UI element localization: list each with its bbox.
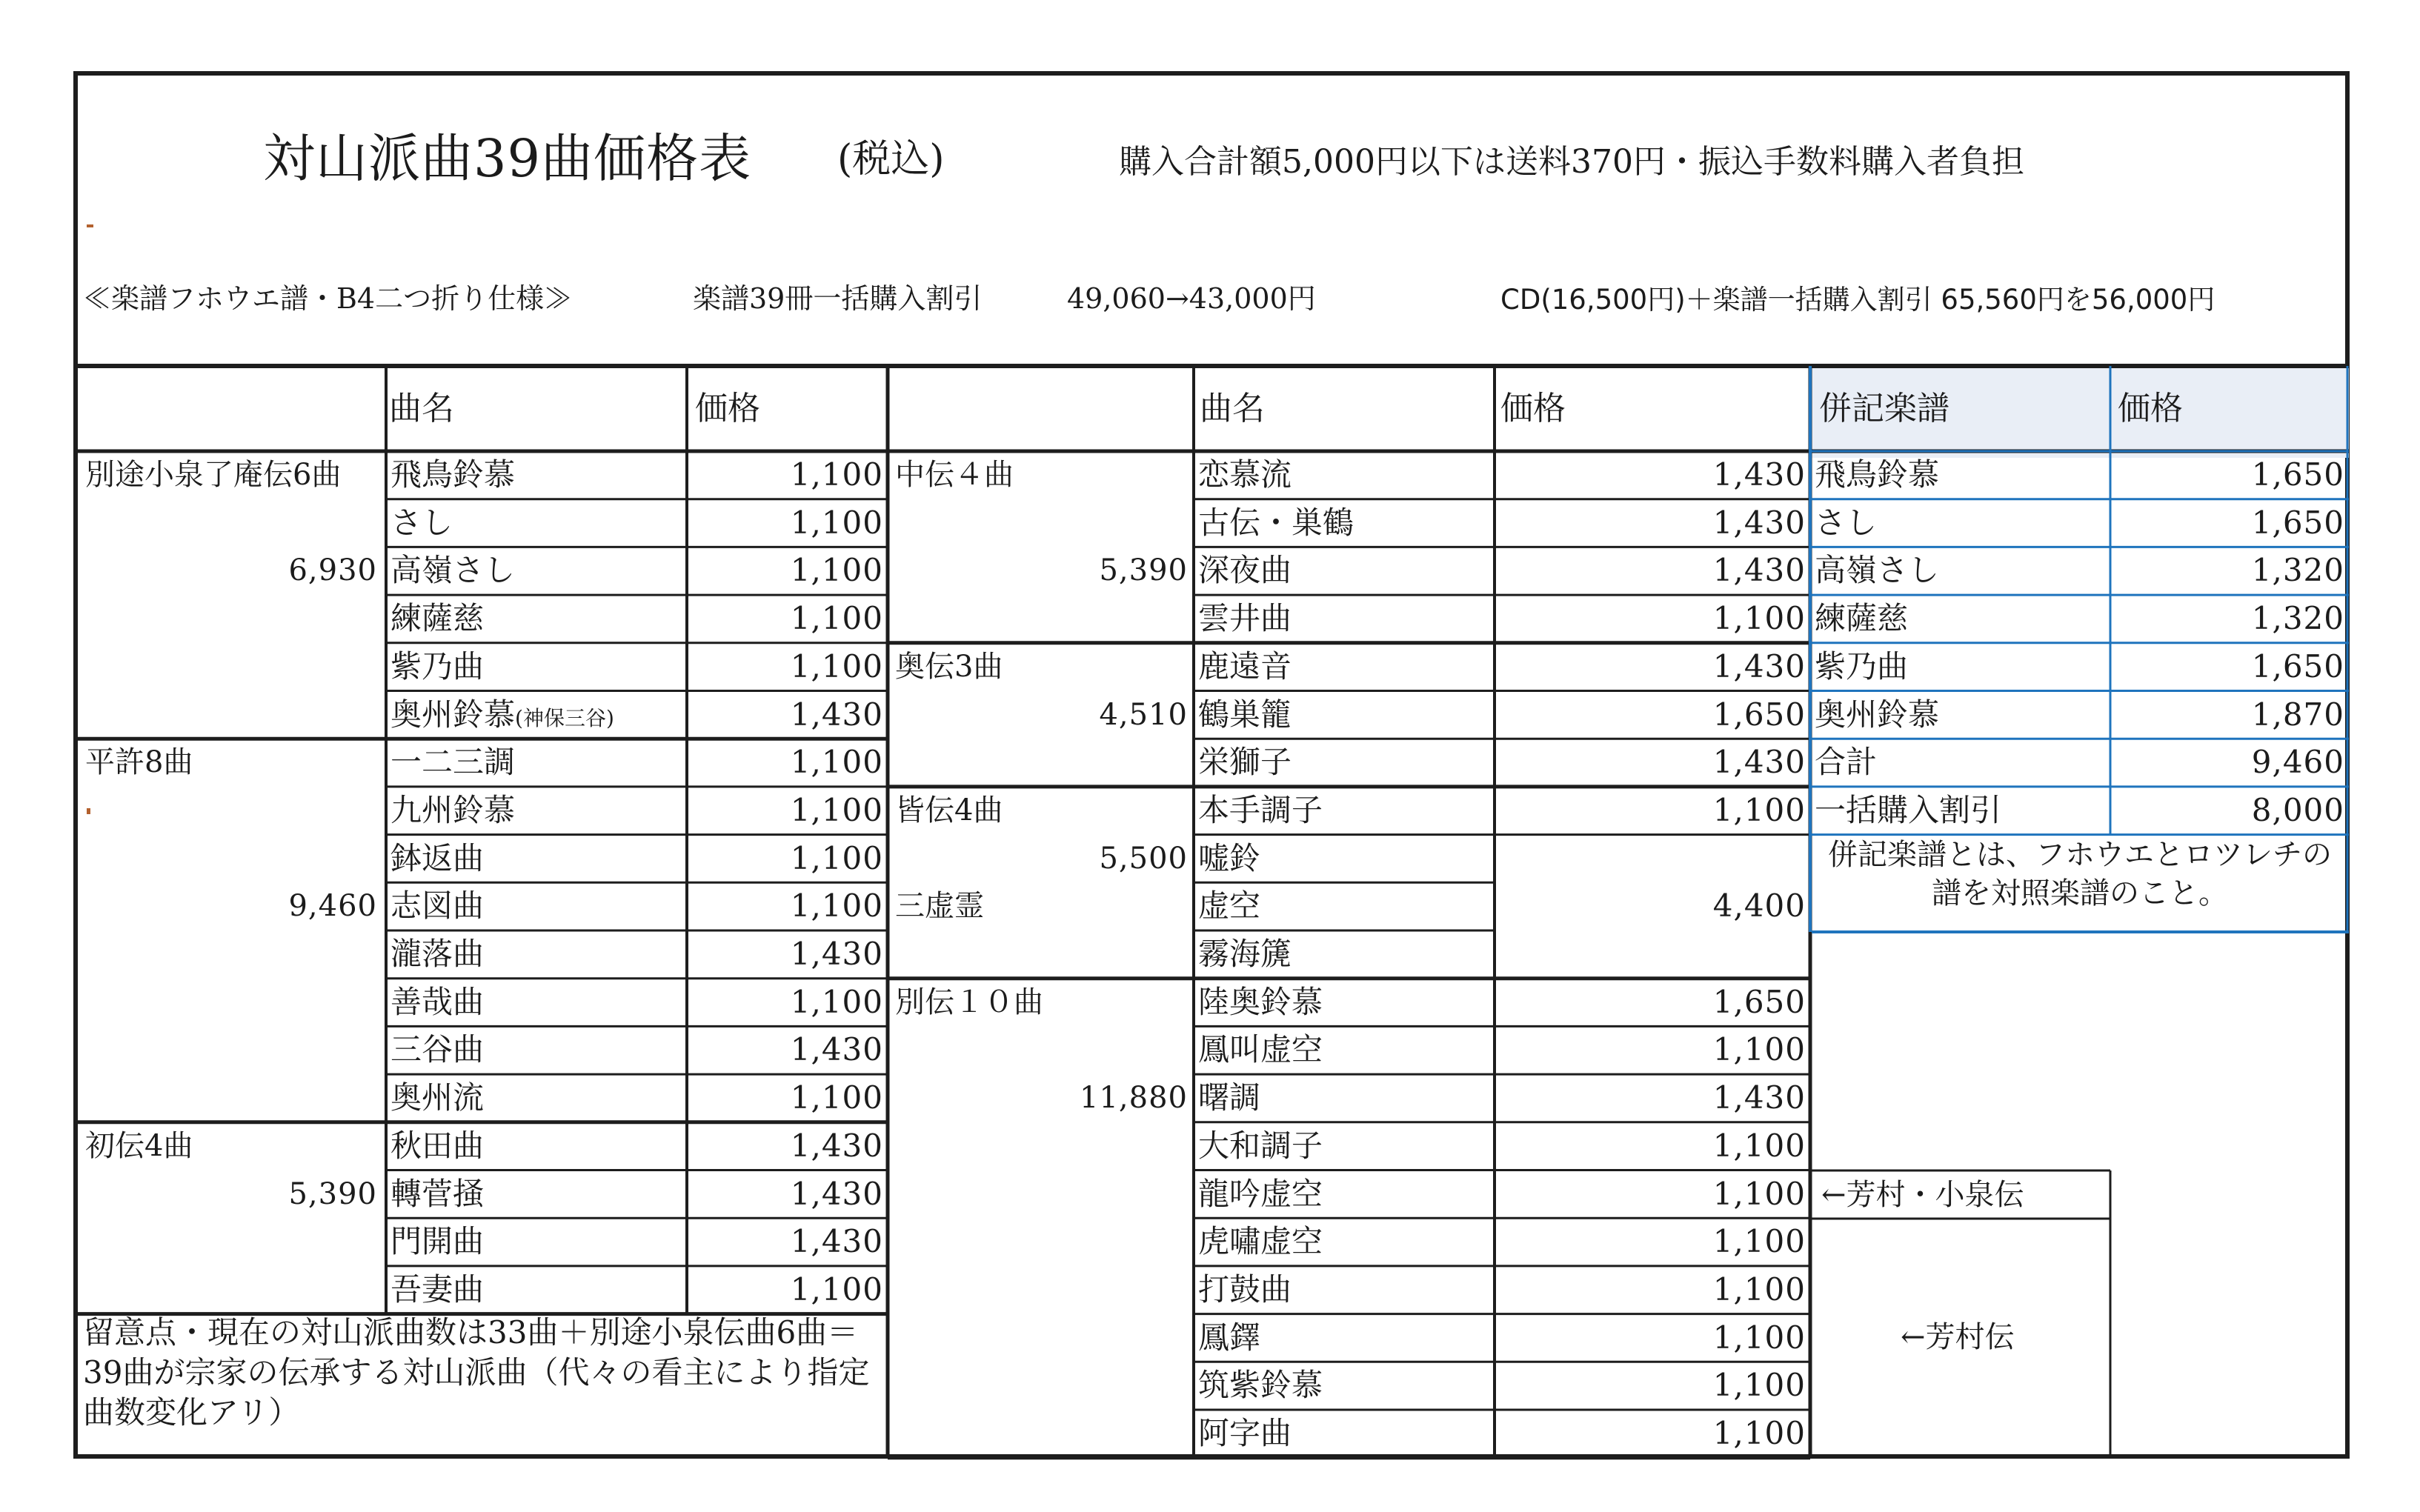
song-price: 1,100 [1712,1270,1806,1308]
song-price: 1,100 [790,839,883,876]
song-name: 栄獅子 [1198,744,1292,781]
combined-name: 一括購入割引 [1815,791,2002,828]
combined-name: 合計 [1815,744,1878,781]
bulk-discount-label: 楽譜39冊一括購入割引 [693,282,983,315]
song-name: 轉菅掻 [390,1175,485,1212]
header-song-left: 曲名 [389,390,454,427]
song-name: 曙調 [1198,1079,1261,1116]
combined-name: 練薩慈 [1815,600,1909,637]
group-total: 5,390 [288,1176,377,1211]
song-name: 志図曲 [390,887,485,925]
song-name: 瀧落曲 [390,936,485,972]
song-note: (神保三谷) [515,705,614,730]
song-price: 1,430 [1712,456,1806,493]
song-name: 秋田曲 [390,1127,485,1164]
song-price: 1,430 [1712,744,1806,781]
song-price: 1,100 [1712,1319,1806,1356]
bulk-discount-price: 49,060→43,000円 [1067,282,1316,315]
combined-name: 紫乃曲 [1815,647,1909,685]
song-price: 1,100 [790,791,883,828]
song-name: 深夜曲 [1198,552,1292,589]
song-price: 1,100 [1712,1367,1806,1404]
subgroup-total: 4,400 [1712,887,1806,925]
song-price: 1,100 [790,887,883,925]
group-label: 奥伝3曲 [895,649,1003,684]
song-price: 1,430 [790,1031,883,1068]
song-price: 1,100 [1712,1127,1806,1164]
song-name: さし [390,504,453,541]
combined-price: 1,320 [2251,600,2344,637]
song-name: 練薩慈 [390,600,485,637]
song-price: 1,430 [790,1175,883,1212]
group-label: 別伝１０曲 [895,985,1043,1019]
song-price: 1,650 [1712,983,1806,1020]
song-name: 虚空 [1198,887,1261,925]
group-label: 別途小泉了庵伝6曲 [85,458,342,492]
song-name: 善哉曲 [390,983,485,1020]
song-name: 阿字曲 [1198,1415,1292,1451]
song-price: 1,100 [1712,1175,1806,1212]
header-price-mid: 価格 [1500,390,1566,427]
song-name: 龍吟虚空 [1198,1175,1323,1212]
song-price: 1,100 [790,647,883,685]
song-name: 高嶺さし [390,552,516,589]
group-total: 5,390 [1099,553,1188,588]
song-name: 本手調子 [1198,791,1323,828]
song-price: 1,100 [790,456,883,493]
group-total: 4,510 [1099,697,1188,732]
group-total: 6,930 [288,553,377,588]
cd-offer: CD(16,500円)＋楽譜一括購入割引 65,560円を56,000円 [1500,284,2215,316]
song-price: 1,100 [1712,791,1806,828]
group-label: 皆伝4曲 [895,793,1003,827]
combined-price: 1,650 [2251,504,2344,541]
combined-name: 奥州鈴慕 [1815,696,1940,733]
combined-name: 高嶺さし [1815,552,1940,589]
song-price: 1,650 [1712,696,1806,733]
group-total: 11,880 [1080,1081,1188,1116]
song-price: 1,430 [1712,552,1806,589]
song-name: 吾妻曲 [390,1270,485,1308]
song-price: 1,100 [790,1079,883,1116]
song-name: 雲井曲 [1198,600,1292,637]
combined-price: 1,650 [2251,647,2344,685]
song-price: 1,100 [790,983,883,1020]
side-note-yoshimura-koizumi: ←芳村・小泉伝 [1821,1178,2024,1212]
group-label: 中伝４曲 [895,458,1014,492]
group-total: 9,460 [288,889,377,924]
song-name: 陸奥鈴慕 [1198,983,1323,1020]
shipping-note: 購入合計額5,000円以下は送料370円・振込手数料購入者負担 [1119,143,2024,181]
combined-price: 8,000 [2251,791,2344,828]
song-price: 1,430 [790,936,883,972]
song-name: 奥州鈴慕(神保三谷) [390,696,614,733]
song-name: 虎嘯虚空 [1198,1223,1323,1260]
header-price-left: 価格 [695,390,760,427]
song-price: 1,100 [790,744,883,781]
song-price: 1,100 [790,504,883,541]
song-name: 一二三調 [390,744,516,781]
combined-name: 飛鳥鈴慕 [1815,456,1940,493]
song-name: 鹿遠音 [1198,647,1292,685]
song-price: 1,100 [790,552,883,589]
title-tax-note: (税込) [837,137,945,181]
song-name: 嘘鈴 [1198,839,1261,876]
song-name: 鳳叫虚空 [1198,1031,1323,1068]
song-name: 恋慕流 [1198,456,1292,493]
combined-price: 9,460 [2251,744,2344,781]
subgroup-label: 三虚霊 [895,889,984,924]
song-name: 奥州流 [390,1079,485,1116]
song-name: 霧海篪 [1198,936,1292,972]
header-song-mid: 曲名 [1200,390,1265,427]
song-price: 1,100 [790,1270,883,1308]
song-price: 1,100 [1712,600,1806,637]
song-name: 九州鈴慕 [390,791,516,828]
song-price: 1,430 [790,1127,883,1164]
song-name: 紫乃曲 [390,647,485,685]
combined-score-note: 併記楽譜とは、フホウエとロツレチの譜を対照楽譜のこと。 [1828,838,2332,910]
song-price: 1,430 [790,1223,883,1260]
song-name: 鉢返曲 [390,839,485,876]
song-name: 三谷曲 [390,1031,485,1068]
combined-name: さし [1815,504,1878,541]
combined-price: 1,870 [2251,696,2344,733]
song-price: 1,430 [790,696,883,733]
group-label: 平許8曲 [85,745,193,780]
song-name: 打鼓曲 [1198,1270,1292,1308]
song-name: 鶴巣籠 [1198,696,1292,733]
header-combined: 併記楽譜 [1819,390,1949,427]
group-total: 5,500 [1099,841,1188,876]
side-note-yoshimura: ←芳村伝 [1901,1320,2015,1354]
header-price-right: 価格 [2118,390,2183,427]
score-spec: ≪楽譜フホウエ譜・B4二つ折り仕様≫ [83,282,573,315]
song-price: 1,100 [790,600,883,637]
song-price: 1,100 [1712,1415,1806,1451]
song-name: 古伝・巣鶴 [1198,504,1354,541]
song-price: 1,430 [1712,1079,1806,1116]
group-label: 初伝4曲 [85,1128,193,1163]
song-price: 1,430 [1712,647,1806,685]
remark-note: 留意点・現在の対山派曲数は33曲＋別途小泉伝曲6曲＝39曲が宗家の伝承する対山派曲（代々の看主により指定曲数変化アリ） [83,1314,870,1431]
song-name: 筑紫鈴慕 [1198,1367,1323,1404]
song-name: 門開曲 [390,1223,485,1260]
combined-price: 1,650 [2251,456,2344,493]
song-name: 飛鳥鈴慕 [390,456,516,493]
page-title: 対山派曲39曲価格表 [263,128,752,189]
combined-price: 1,320 [2251,552,2344,589]
song-price: 1,430 [1712,504,1806,541]
song-price: 1,100 [1712,1223,1806,1260]
song-name: 大和調子 [1198,1127,1323,1164]
song-name: 鳳鐸 [1198,1319,1261,1356]
song-price: 1,100 [1712,1031,1806,1068]
